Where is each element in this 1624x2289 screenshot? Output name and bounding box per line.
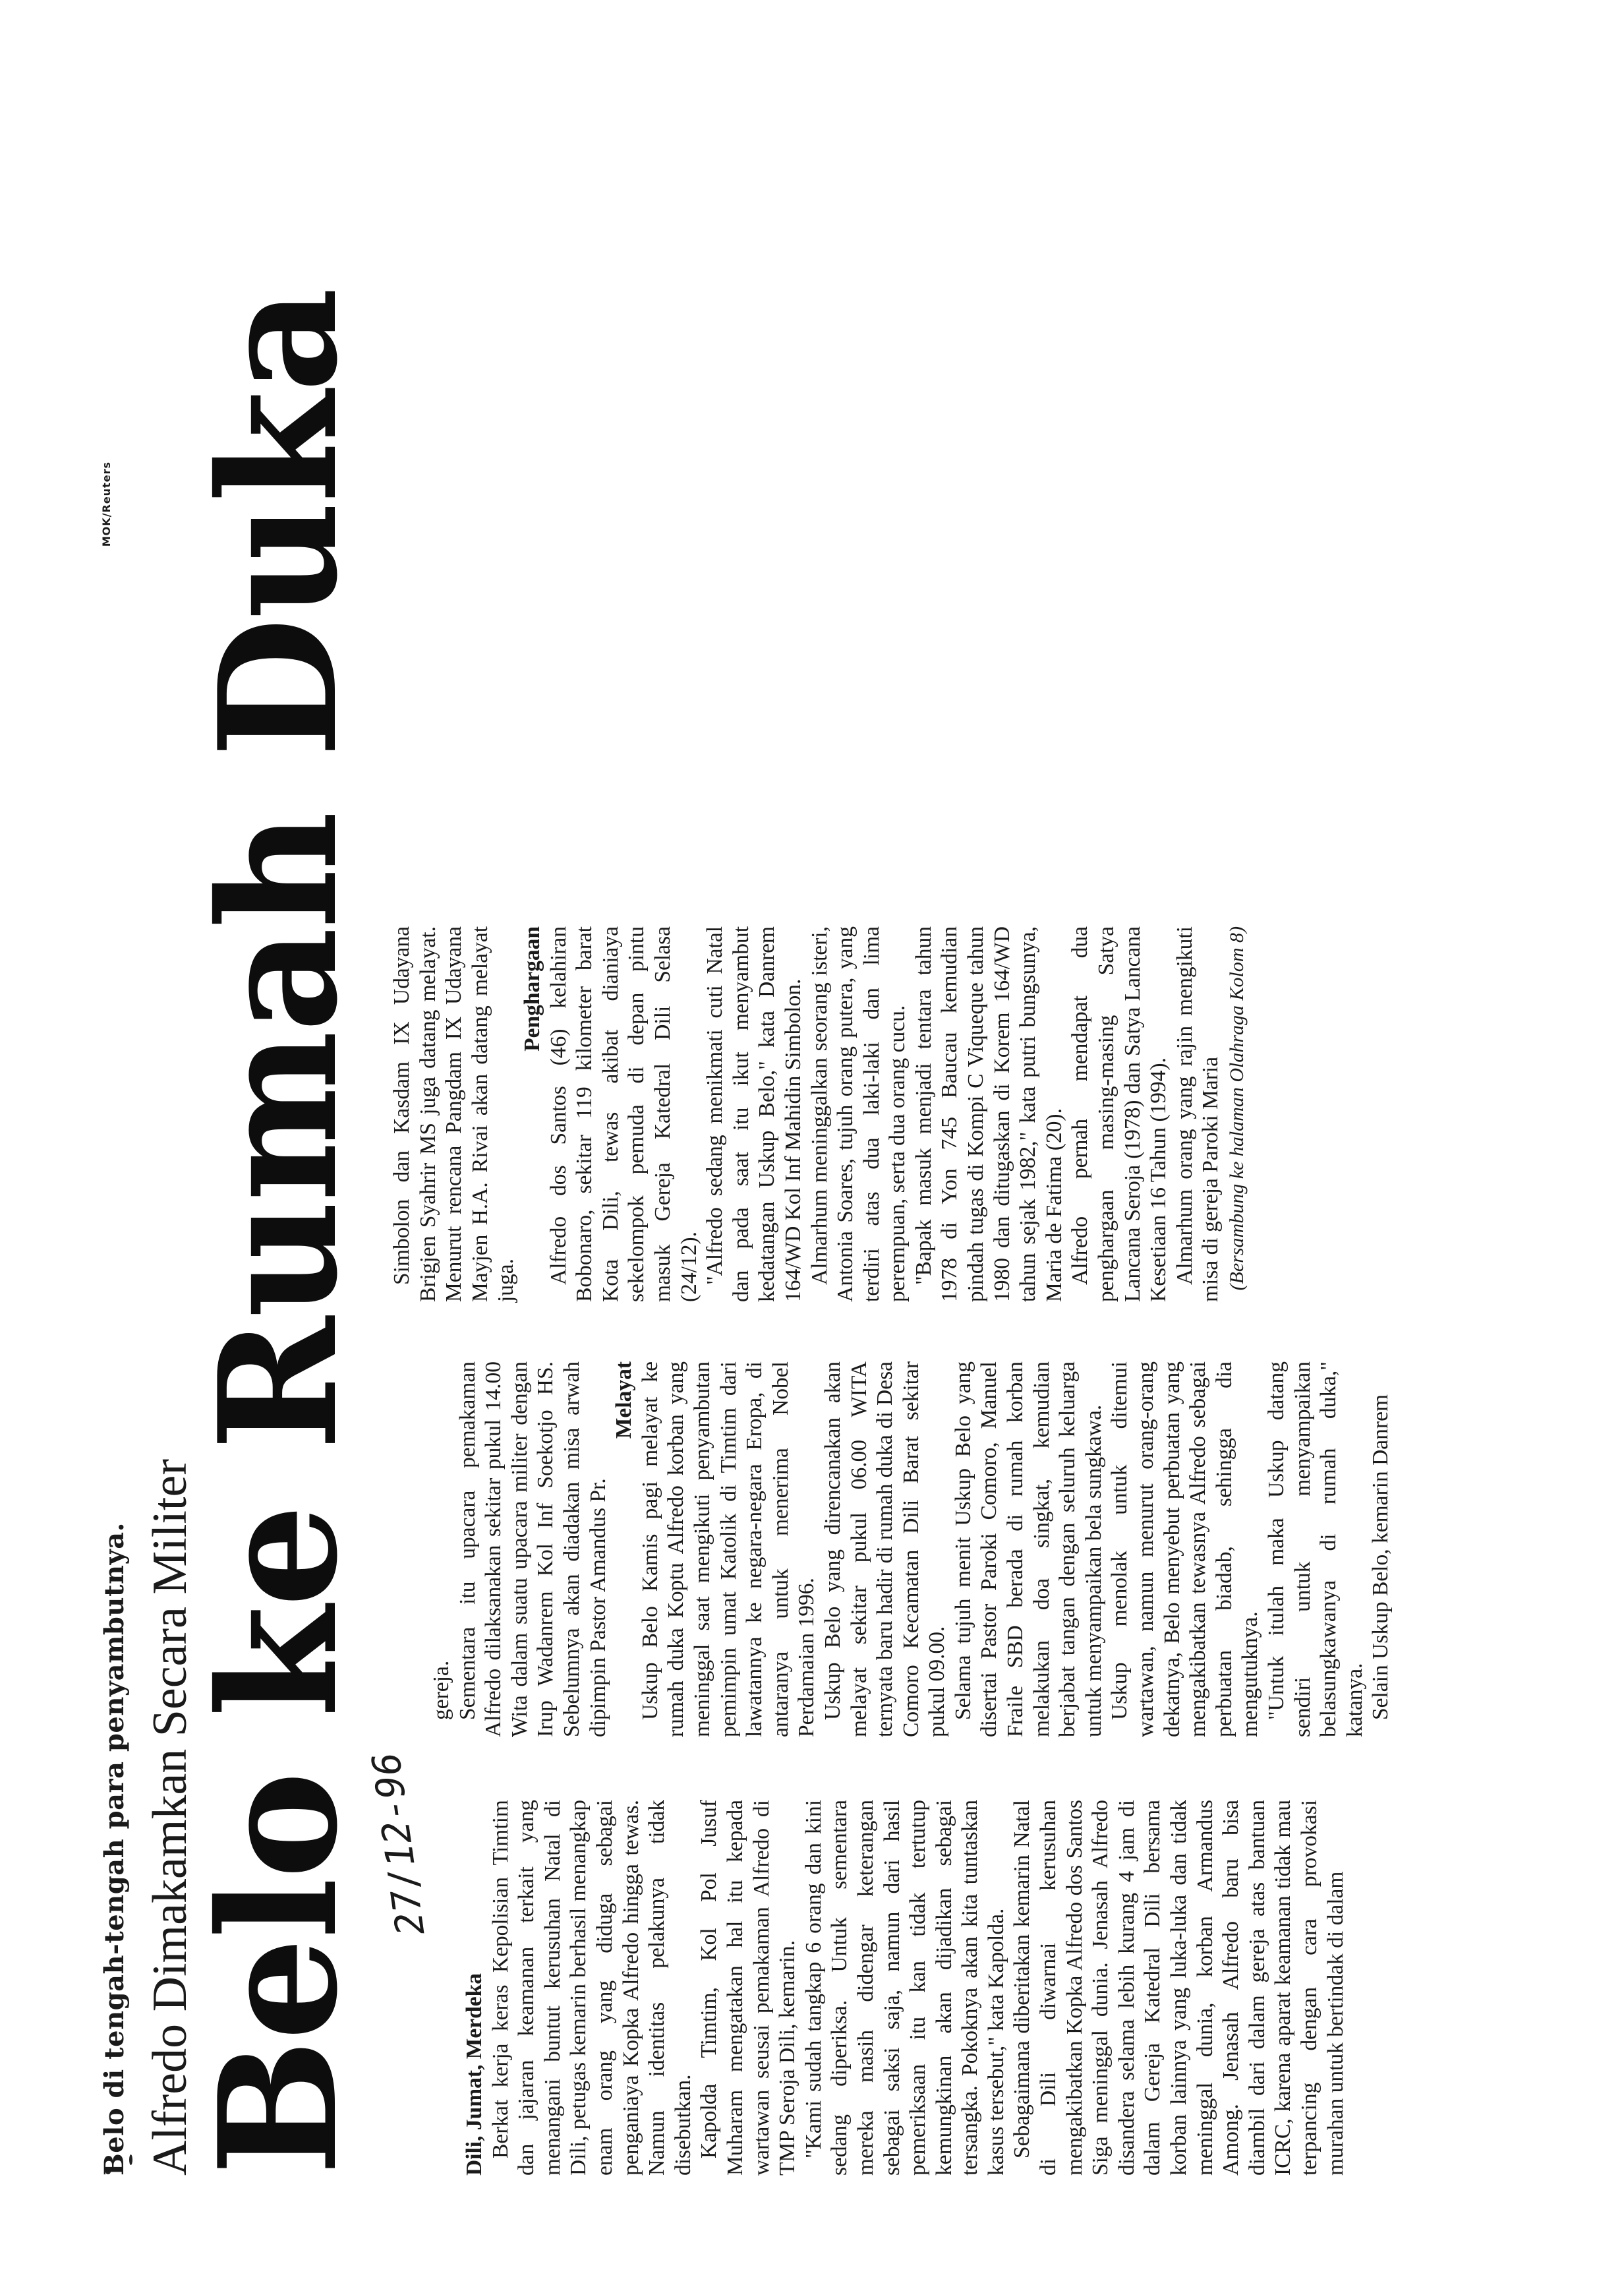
article-body (389, 461, 1393, 2176)
article-paragraph: Simbolon dan Kasdam IX Udayana Brigjen Syahrir MS juga datang melayat. Menurut rencana Pangdam IX Udayana Mayjen H.A. Rivai akan datang melayat juga. (390, 926, 519, 1302)
continued-note: (Bersambung ke halaman Olahraga Kolom 8) (1226, 926, 1248, 1291)
article-paragraph: Sebagaimana diberitakan kemarin Natal di Dili diwarnai kerusuhan mengakibatkan Kopka Alfredo dos Santos Siga meninggal dunia. Jenasah Alfredo disandera selama lebih kurang 4 jam di dalam Gereja Katedral Dili bersama korban lainnya yang luka-luka dan tidak meninggal dunia, korban Armandus Among. Jenasah Alfredo baru bisa diambil dari dalam gereja atas bantuan ICRC, karena aparat keamanan tidak mau terpancing dengan cara provokasi murahan untuk bertindak di dalam (1010, 1800, 1348, 2176)
article-column-3 (389, 926, 1338, 1302)
article-paragraph: Sementara itu upacara pemakaman Alfredo dilaksanakan sekitar pukul 14.00 Wita dalam suatu upacara militer dengan Irup Wadanrem Kol Inf Soekotjo HS. Sebelumnya akan diadakan misa arwah dipimpin Pastor Amandus Pr. (455, 1361, 610, 1737)
article-paragraph: gereja. (429, 1660, 453, 1720)
article-paragraph: Kapolda Timtim, Kol Pol Jusuf Muharam mengatakan hal itu kepada wartawan seusai pemakaman Alfredo di TMP Seroja Dili, kemarin. (697, 1800, 800, 2176)
dateline-text: Dili, Jumat, Merdeka (462, 1973, 486, 2176)
section-subhead: Melayat (612, 1361, 637, 1439)
article-paragraph: Uskup Belo Kamis pagi melayat ke rumah duka Koptu Alfredo korban yang meninggal saat mengikuti penyambutan pemimpin umat Katolik di Timtim dari lawatannya ke negara-negara Eropa, di antaranya untuk menerima Nobel Perdamaian 1996. (637, 1361, 819, 1737)
section-subhead: Penghargaan (519, 926, 544, 1052)
photo-credit: MOK/Reuters (100, 461, 113, 547)
article-paragraph: Almarhum meninggalkan seorang isteri, Antonia Soares, tujuh orang putera, yang terdiri atas dua laki-laki dan lima perempuan, serta dua orang cucu. (807, 926, 910, 1302)
handwritten-date-annotation: 27/12-96 (363, 1749, 434, 1938)
article-paragraph: "Untuk itulah maka Uskup datang sendiri untuk menyampaikan belasungkawanya di rumah duka," katanya. (1264, 1361, 1367, 1737)
article-paragraph: "Alfredo sedang menikmati cuti Natal dan pada saat itu ikut menyambut kedatangan Uskup Belo," kata Danrem 164/WD Kol Inf Mahidin Simbolon. (703, 926, 805, 1302)
article-column-2 (389, 1361, 1393, 1737)
article-paragraph: Alfredo pernah mendapat dua penghargaan masing-masing Satya Lancana Seroja (1978) dan Satya Lancana Kesetiaan 16 Tahun (1994). (1068, 926, 1171, 1302)
article-headline: Belo ke Rumah Duka (183, 289, 373, 2176)
photo-caption-kicker: Belo di tengah-tengah para penyambutnya. (99, 1522, 130, 2176)
article-column-1 (389, 1800, 1348, 2176)
article-subhead: Alfredo Dimakamkan Secara Militer (143, 1459, 197, 2176)
article-paragraph: "Kami sudah tangkap 6 orang dan kini sedang diperiksa. Untuk sementara mereka masih didengar keterangan sebagai saksi saja, namun dari hasil pemeriksaan itu kan tidak tertutup kemungkinan akan dijadikan sebagai tersangka. Pokoknya akan kita tuntaskan kasus tersebut," kata Kapolda. (801, 1800, 1008, 2176)
article-paragraph: "Bapak masuk menjadi tentara tahun 1978 di Yon 745 Baucau kemudian pindah tugas di Kompi C Viqueque tahun 1980 dan ditugaskan di Korem 164/WD tahun sejak 1982," kata putri bungsunya, Maria de Fatima (20). (911, 926, 1066, 1302)
article-paragraph: Almarhum orang yang rajin mengikuti misa di gereja Paroki Maria (1172, 926, 1223, 1302)
article-paragraph: Selama tujuh menit Uskup Belo yang disertai Pastor Paroki Comoro, Manuel Fraile SBD berada di rumah korban melakukan doa singkat, kemudian berjabat tangan dengan seluruh keluarga untuk menyampaikan bela sungkawa. (950, 1361, 1106, 1737)
newspaper-clipping (99, 289, 1417, 2176)
article-dateline (461, 1800, 488, 2176)
article-paragraph: Alfredo dos Santos (46) kelahiran Bobonaro, sekitar 119 kilometer barat Kota Dili, tewas akibat dianiaya sekelompok pemuda di depan pintu masuk Gereja Katedral Dili Selasa (24/12). (546, 926, 701, 1302)
article-paragraph: Berkat kerja keras Kepolisian Timtim dan jajaran keamanan terkait yang menangani buntut kerusuhan Natal di Dili, petugas kemarin berhasil menangkap enam orang yang diduga sebagai penganiaya Kopka Alfredo hingga tewas. Namun identitas pelakunya tidak disebutkan. (488, 1800, 695, 2176)
article-paragraph: Selain Uskup Belo, kemarin Danrem (1368, 1394, 1393, 1720)
article-paragraph: Uskup Belo yang direncanakan akan melayat sekitar pukul 06.00 WITA ternyata baru hadir di rumah duka di Desa Comoro Kecamatan Dili Barat sekitar pukul 09.00. (820, 1361, 950, 1737)
article-paragraph: Uskup menolak untuk ditemui wartawan, namun menurut orang-orang dekatnya, Belo menyebut perbuatan yang mengakibatkan tewasnya Alfredo sebagai perbuatan biadab, sehingga dia mengutuknya. (1107, 1361, 1263, 1737)
